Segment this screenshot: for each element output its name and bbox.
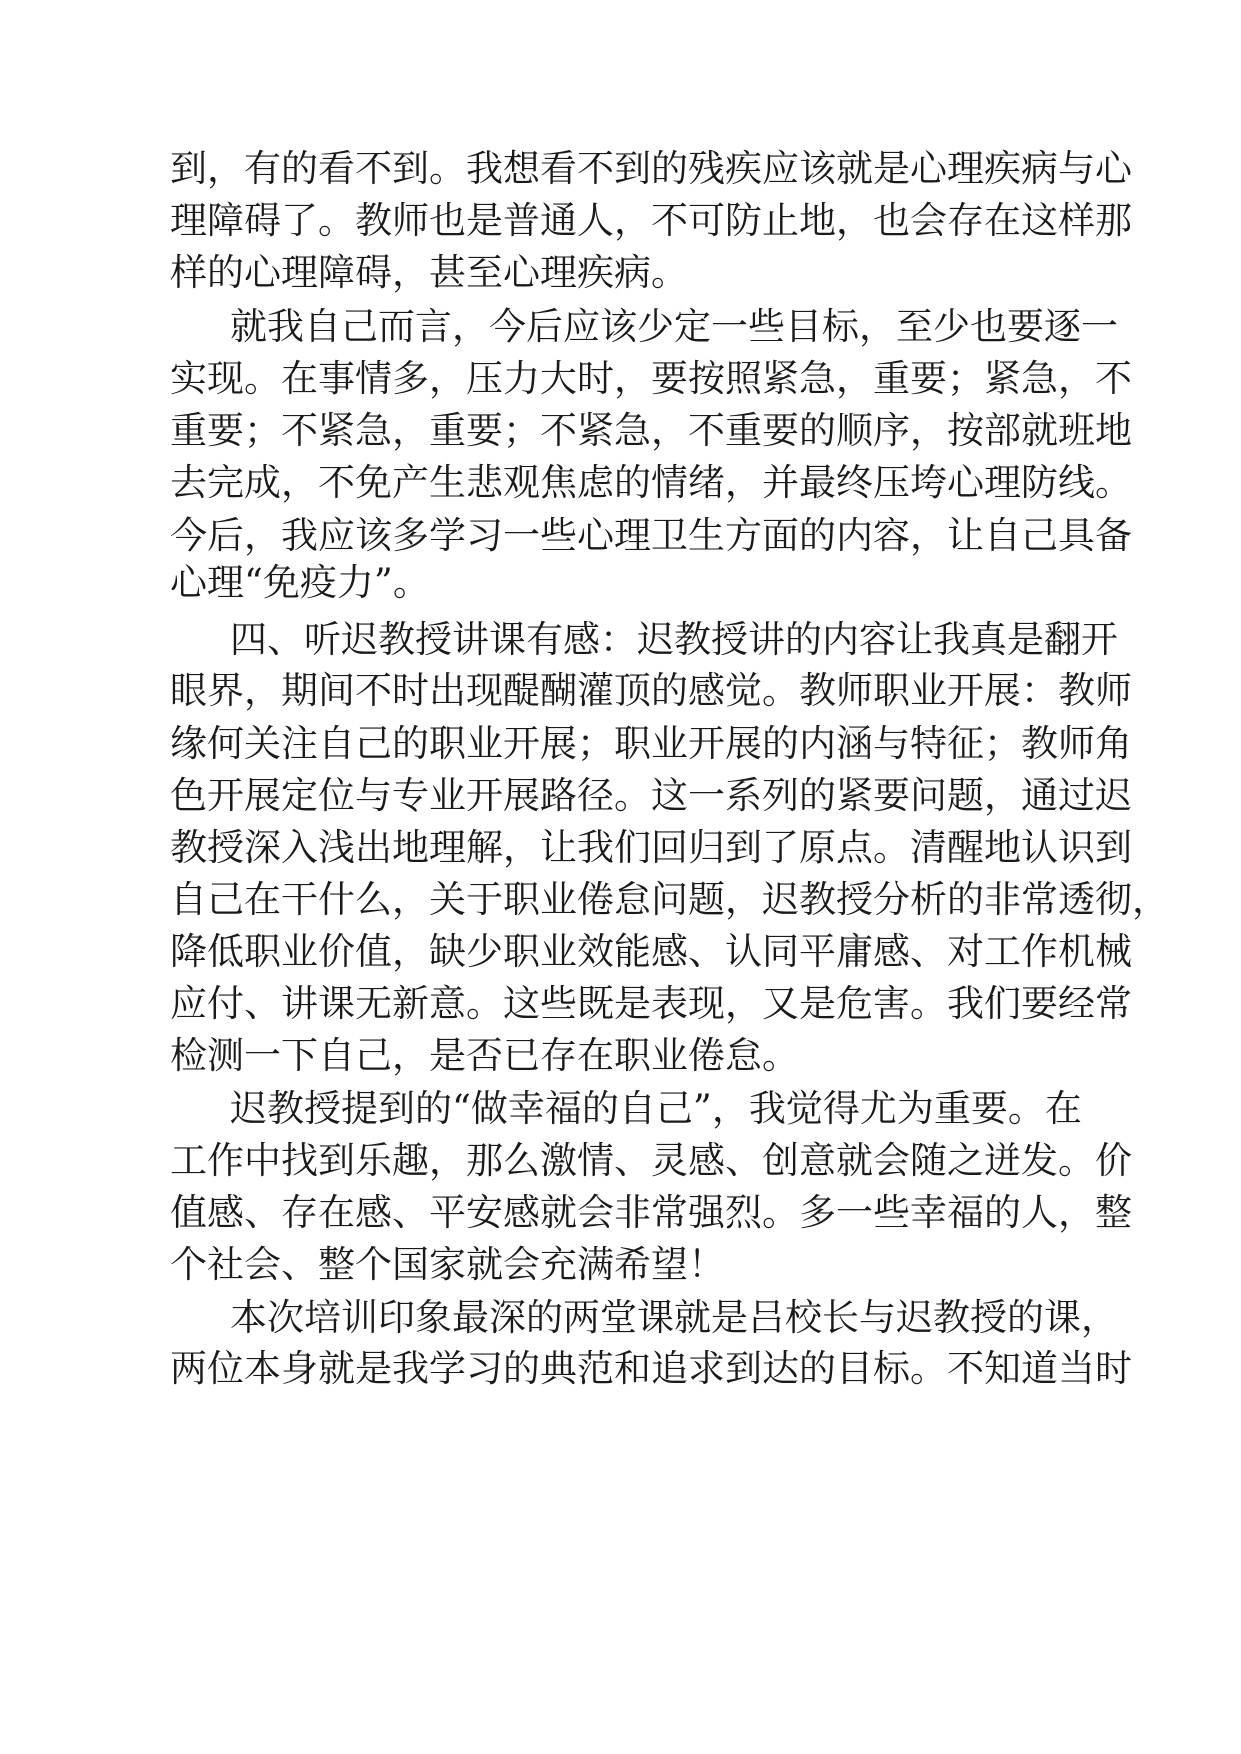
text-line: 降低职业价值，缺少职业效能感、认同平庸感、对工作机械 xyxy=(170,930,1132,973)
text-line: 本次培训印象最深的两堂课就是吕校长与迟教授的课， xyxy=(230,1296,1118,1339)
text-line: 重要；不紧急，重要；不紧急，不重要的顺序，按部就班地 xyxy=(170,409,1132,452)
text-line: 理障碍了。教师也是普通人，不可防止地，也会存在这样那 xyxy=(170,199,1132,242)
text-line: 就我自己而言，今后应该少定一些目标，至少也要逐一 xyxy=(230,305,1118,348)
text-line: 四、听迟教授讲课有感：迟教授讲的内容让我真是翻开 xyxy=(230,618,1118,661)
text-line: 教授深入浅出地理解，让我们回归到了原点。清醒地认识到 xyxy=(170,826,1132,869)
text-line: 缘何关注自己的职业开展；职业开展的内涵与特征；教师角 xyxy=(170,722,1132,765)
text-line: 迟教授提到的“做幸福的自己”，我觉得尤为重要。在 xyxy=(230,1087,1082,1130)
text-line: 应付、讲课无新意。这些既是表现，又是危害。我们要经常 xyxy=(170,982,1132,1025)
text-line: 去完成，不免产生悲观焦虑的情绪，并最终压垮心理防线。 xyxy=(170,461,1132,504)
text-line: 样的心理障碍，甚至心理疾病。 xyxy=(170,251,688,294)
text-line: 色开展定位与专业开展路径。这一系列的紧要问题，通过迟 xyxy=(170,774,1132,817)
text-line: 眼界，期间不时出现醍醐灌顶的感觉。教师职业开展：教师 xyxy=(170,669,1132,712)
text-line: 两位本身就是我学习的典范和追求到达的目标。不知道当时 xyxy=(170,1347,1132,1390)
text-line: 工作中找到乐趣，那么激情、灵感、创意就会随之迸发。价 xyxy=(170,1139,1132,1182)
text-line: 到，有的看不到。我想看不到的残疾应该就是心理疾病与心 xyxy=(170,147,1132,190)
text-line: 值感、存在感、平安感就会非常强烈。多一些幸福的人，整 xyxy=(170,1191,1132,1234)
text-line: 个社会、整个国家就会充满希望！ xyxy=(170,1243,725,1286)
text-line: 心理“免疫力”。 xyxy=(170,561,430,604)
text-line: 检测一下自己，是否已存在职业倦怠。 xyxy=(170,1034,799,1077)
text-line: 自己在干什么，关于职业倦怠问题，迟教授分析的非常透彻， xyxy=(170,878,1169,921)
text-line: 今后，我应该多学习一些心理卫生方面的内容，让自己具备 xyxy=(170,514,1132,557)
text-line: 实现。在事情多，压力大时，要按照紧急，重要；紧急，不 xyxy=(170,357,1132,400)
